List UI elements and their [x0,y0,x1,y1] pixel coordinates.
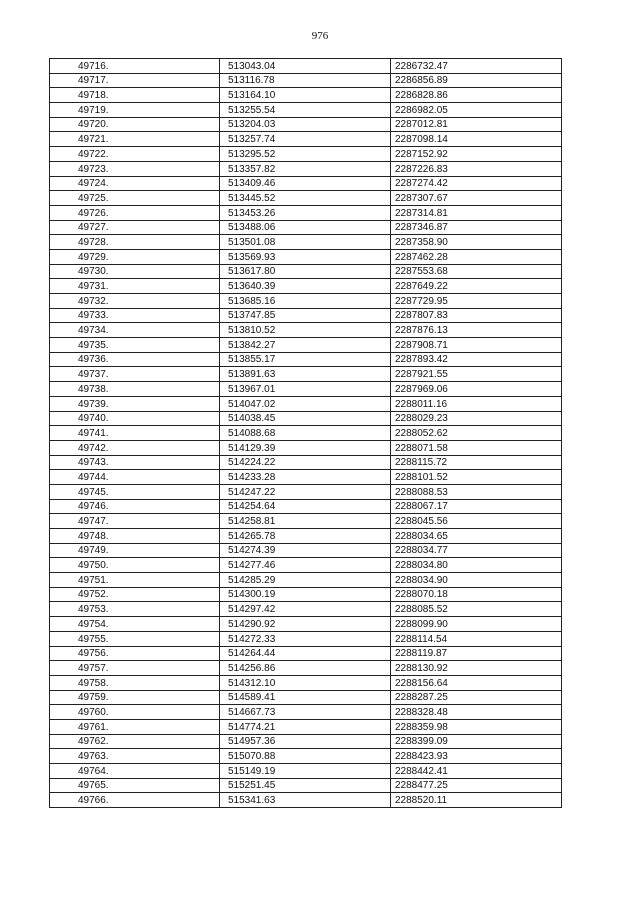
northing-cell: 2287012.81 [391,117,562,132]
northing-cell: 2287152.92 [391,147,562,162]
easting-cell: 514047.02 [220,396,391,411]
easting-cell: 514274.39 [220,543,391,558]
northing-cell: 2287729.95 [391,294,562,309]
easting-cell: 513685.16 [220,294,391,309]
northing-cell: 2288070.18 [391,587,562,602]
easting-cell: 514290.92 [220,617,391,632]
point-number-cell: 49758. [50,675,220,690]
easting-cell: 513569.93 [220,249,391,264]
northing-cell: 2288115.72 [391,455,562,470]
northing-cell: 2288045.56 [391,514,562,529]
northing-cell: 2288101.52 [391,470,562,485]
point-number-cell: 49757. [50,661,220,676]
easting-cell: 513842.27 [220,338,391,353]
table-row [50,440,562,455]
point-number-cell: 49764. [50,764,220,779]
northing-cell: 2288034.77 [391,543,562,558]
table-row [50,690,562,705]
northing-cell: 2287921.55 [391,367,562,382]
easting-cell: 513445.52 [220,191,391,206]
easting-cell: 513164.10 [220,88,391,103]
easting-cell: 515341.63 [220,793,391,808]
point-number-cell: 49725. [50,191,220,206]
northing-cell: 2287307.67 [391,191,562,206]
easting-cell: 514038.45 [220,411,391,426]
easting-cell: 513257.74 [220,132,391,147]
northing-cell: 2288029.23 [391,411,562,426]
table-row [50,455,562,470]
point-number-cell: 49723. [50,161,220,176]
easting-cell: 514258.81 [220,514,391,529]
table-row [50,661,562,676]
point-number-cell: 49750. [50,558,220,573]
easting-cell: 513295.52 [220,147,391,162]
point-number-cell: 49765. [50,778,220,793]
northing-cell: 2286982.05 [391,103,562,118]
table-row [50,235,562,250]
point-number-cell: 49762. [50,734,220,749]
northing-cell: 2287553.68 [391,264,562,279]
table-row [50,426,562,441]
table-row [50,764,562,779]
point-number-cell: 49727. [50,220,220,235]
easting-cell: 514297.42 [220,602,391,617]
table-row [50,529,562,544]
table-row [50,147,562,162]
easting-cell: 514265.78 [220,529,391,544]
northing-cell: 2288423.93 [391,749,562,764]
table-row [50,294,562,309]
northing-cell: 2287893.42 [391,352,562,367]
table-row [50,249,562,264]
easting-cell: 514277.46 [220,558,391,573]
table-row [50,279,562,294]
easting-cell: 515149.19 [220,764,391,779]
table-row [50,205,562,220]
point-number-cell: 49739. [50,396,220,411]
point-number-cell: 49766. [50,793,220,808]
table-row [50,793,562,808]
northing-cell: 2287358.90 [391,235,562,250]
page-number: 976 [311,30,329,42]
point-number-cell: 49748. [50,529,220,544]
point-number-cell: 49730. [50,264,220,279]
point-number-cell: 49738. [50,382,220,397]
northing-cell: 2288052.62 [391,426,562,441]
point-number-cell: 49734. [50,323,220,338]
point-number-cell: 49718. [50,88,220,103]
point-number-cell: 49760. [50,705,220,720]
coordinate-table [49,58,562,808]
point-number-cell: 49756. [50,646,220,661]
northing-cell: 2287274.42 [391,176,562,191]
point-number-cell: 49737. [50,367,220,382]
easting-cell: 514667.73 [220,705,391,720]
table-row [50,176,562,191]
northing-cell: 2287462.28 [391,249,562,264]
point-number-cell: 49728. [50,235,220,250]
table-row [50,382,562,397]
point-number-cell: 49754. [50,617,220,632]
table-row [50,88,562,103]
point-number-cell: 49753. [50,602,220,617]
northing-cell: 2288034.90 [391,573,562,588]
point-number-cell: 49729. [50,249,220,264]
easting-cell: 514589.41 [220,690,391,705]
easting-cell: 513116.78 [220,73,391,88]
northing-cell: 2287908.71 [391,338,562,353]
northing-cell: 2287098.14 [391,132,562,147]
easting-cell: 514224.22 [220,455,391,470]
point-number-cell: 49745. [50,484,220,499]
point-number-cell: 49740. [50,411,220,426]
table-row [50,352,562,367]
northing-cell: 2287969.06 [391,382,562,397]
easting-cell: 513617.80 [220,264,391,279]
easting-cell: 514088.68 [220,426,391,441]
easting-cell: 513747.85 [220,308,391,323]
northing-cell: 2288114.54 [391,631,562,646]
northing-cell: 2286856.89 [391,73,562,88]
easting-cell: 513488.06 [220,220,391,235]
table-row [50,734,562,749]
table-row [50,749,562,764]
point-number-cell: 49741. [50,426,220,441]
easting-cell: 514247.22 [220,484,391,499]
table-row [50,470,562,485]
northing-cell: 2288085.52 [391,602,562,617]
point-number-cell: 49755. [50,631,220,646]
northing-cell: 2288399.09 [391,734,562,749]
northing-cell: 2287807.83 [391,308,562,323]
northing-cell: 2288328.48 [391,705,562,720]
easting-cell: 514233.28 [220,470,391,485]
easting-cell: 514254.64 [220,499,391,514]
easting-cell: 514129.39 [220,440,391,455]
table-row [50,264,562,279]
table-row [50,499,562,514]
easting-cell: 513409.46 [220,176,391,191]
table-row [50,778,562,793]
northing-cell: 2286732.47 [391,59,562,74]
table-row [50,338,562,353]
northing-cell: 2288071.58 [391,440,562,455]
table-row [50,646,562,661]
northing-cell: 2287649.22 [391,279,562,294]
point-number-cell: 49726. [50,205,220,220]
easting-cell: 514264.44 [220,646,391,661]
easting-cell: 515070.88 [220,749,391,764]
easting-cell: 513967.01 [220,382,391,397]
table-row [50,602,562,617]
point-number-cell: 49752. [50,587,220,602]
table-row [50,367,562,382]
point-number-cell: 49747. [50,514,220,529]
table-row [50,719,562,734]
table-row [50,631,562,646]
easting-cell: 514272.33 [220,631,391,646]
northing-cell: 2288442.41 [391,764,562,779]
easting-cell: 513255.54 [220,103,391,118]
northing-cell: 2287226.83 [391,161,562,176]
northing-cell: 2288034.80 [391,558,562,573]
table-row [50,308,562,323]
point-number-cell: 49716. [50,59,220,74]
northing-cell: 2288359.98 [391,719,562,734]
table-row [50,675,562,690]
easting-cell: 515251.45 [220,778,391,793]
northing-cell: 2288287.25 [391,690,562,705]
easting-cell: 514300.19 [220,587,391,602]
northing-cell: 2288156.64 [391,675,562,690]
point-number-cell: 49735. [50,338,220,353]
table-row [50,132,562,147]
point-number-cell: 49759. [50,690,220,705]
northing-cell: 2288011.16 [391,396,562,411]
easting-cell: 514256.86 [220,661,391,676]
point-number-cell: 49721. [50,132,220,147]
point-number-cell: 49763. [50,749,220,764]
easting-cell: 513043.04 [220,59,391,74]
table-row [50,587,562,602]
point-number-cell: 49733. [50,308,220,323]
easting-cell: 513640.39 [220,279,391,294]
table-row [50,103,562,118]
easting-cell: 513810.52 [220,323,391,338]
point-number-cell: 49717. [50,73,220,88]
easting-cell: 513891.63 [220,367,391,382]
table-row [50,705,562,720]
point-number-cell: 49731. [50,279,220,294]
table-row [50,323,562,338]
easting-cell: 514957.36 [220,734,391,749]
table-row [50,484,562,499]
table-row [50,73,562,88]
point-number-cell: 49742. [50,440,220,455]
northing-cell: 2286828.86 [391,88,562,103]
coordinate-table-body [50,59,562,808]
point-number-cell: 49746. [50,499,220,514]
northing-cell: 2288477.25 [391,778,562,793]
table-row [50,617,562,632]
easting-cell: 514312.10 [220,675,391,690]
northing-cell: 2288067.17 [391,499,562,514]
northing-cell: 2288520.11 [391,793,562,808]
table-row [50,514,562,529]
table-row [50,220,562,235]
point-number-cell: 49719. [50,103,220,118]
easting-cell: 514774.21 [220,719,391,734]
point-number-cell: 49732. [50,294,220,309]
northing-cell: 2287314.81 [391,205,562,220]
northing-cell: 2288088.53 [391,484,562,499]
table-row [50,411,562,426]
table-row [50,59,562,74]
easting-cell: 513453.26 [220,205,391,220]
point-number-cell: 49744. [50,470,220,485]
point-number-cell: 49720. [50,117,220,132]
table-row [50,191,562,206]
table-row [50,558,562,573]
easting-cell: 514285.29 [220,573,391,588]
table-row [50,161,562,176]
northing-cell: 2288119.87 [391,646,562,661]
northing-cell: 2288034.65 [391,529,562,544]
easting-cell: 513501.08 [220,235,391,250]
point-number-cell: 49761. [50,719,220,734]
northing-cell: 2288130.92 [391,661,562,676]
northing-cell: 2288099.90 [391,617,562,632]
easting-cell: 513357.82 [220,161,391,176]
table-row [50,543,562,558]
table-row [50,117,562,132]
point-number-cell: 49743. [50,455,220,470]
easting-cell: 513204.03 [220,117,391,132]
northing-cell: 2287876.13 [391,323,562,338]
northing-cell: 2287346.87 [391,220,562,235]
table-row [50,396,562,411]
point-number-cell: 49749. [50,543,220,558]
point-number-cell: 49751. [50,573,220,588]
point-number-cell: 49724. [50,176,220,191]
point-number-cell: 49722. [50,147,220,162]
table-row [50,573,562,588]
point-number-cell: 49736. [50,352,220,367]
easting-cell: 513855.17 [220,352,391,367]
